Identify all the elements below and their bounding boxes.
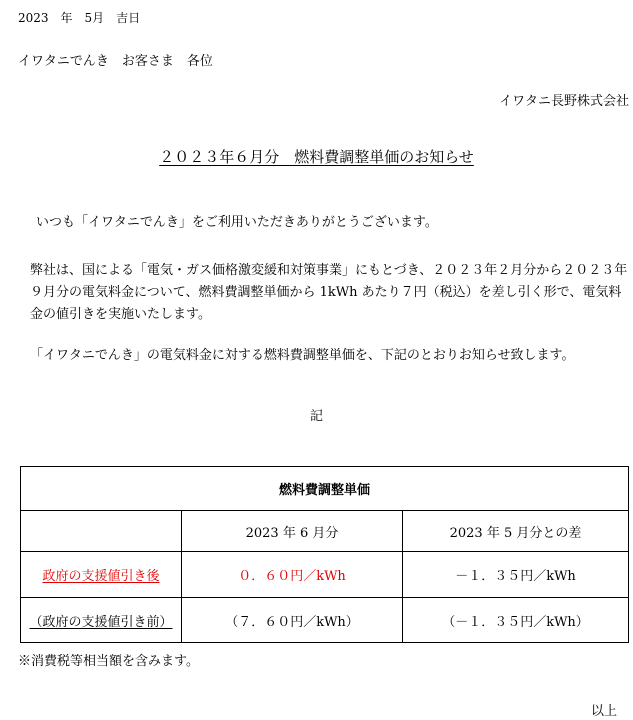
paragraph-notice: 「イワタニでんき」の電気料金に対する燃料費調整単価を、下記のとおりお知らせ致します。 (30, 348, 575, 363)
table-header-row (21, 511, 629, 552)
header-empty-cell (21, 511, 182, 552)
row-label-before-discount (21, 598, 182, 643)
row-diff-value: （－１．３５円／kWh） (403, 598, 629, 643)
row-current-value: （７．６０円／kWh） (182, 598, 403, 643)
table-row (21, 552, 629, 598)
closing-mark: 以上 (590, 704, 617, 719)
row-diff-value: －１．３５円／kWh (403, 552, 629, 598)
row-label-after-discount (21, 552, 182, 598)
fuel-adjustment-table (20, 466, 629, 643)
row-label-text: 政府の支援値引き後 (42, 569, 160, 584)
header-current-month: 2023 年 6 月分 (182, 511, 403, 552)
ki-marker: 記 (309, 409, 323, 424)
table-caption-row (21, 467, 629, 511)
row-current-value: ０．６０円／kWh (182, 552, 403, 598)
paragraph-discount: 弊社は、国による「電気・ガス価格激変緩和対策事業」にもとづき、２０２３年２月分から２０２３年９月分の電気料金について、燃料費調整単価から 1kWh あたり７円（税込）を差し引く形で、電気料金の値引きを実施いたします。 (30, 263, 628, 322)
header-diff: 2023 年 5 月分との差 (403, 511, 629, 552)
document-date: 2023 年 5月 吉日 (18, 11, 141, 25)
page-title: ２０２３年６月分 燃料費調整単価のお知らせ (159, 148, 474, 166)
tax-footnote: ※消費税等相当額を含みます。 (18, 654, 199, 669)
row-label-text: （政府の支援値引き前） (29, 614, 173, 630)
paragraph-greeting: いつも「イワタニでんき」をご利用いただきありがとうございます。 (36, 215, 438, 230)
addressee: イワタニでんき お客さま 各位 (18, 54, 213, 69)
table-row (21, 598, 629, 643)
table-caption: 燃料費調整単価 (21, 467, 629, 511)
company-name: イワタニ長野株式会社 (499, 94, 629, 109)
